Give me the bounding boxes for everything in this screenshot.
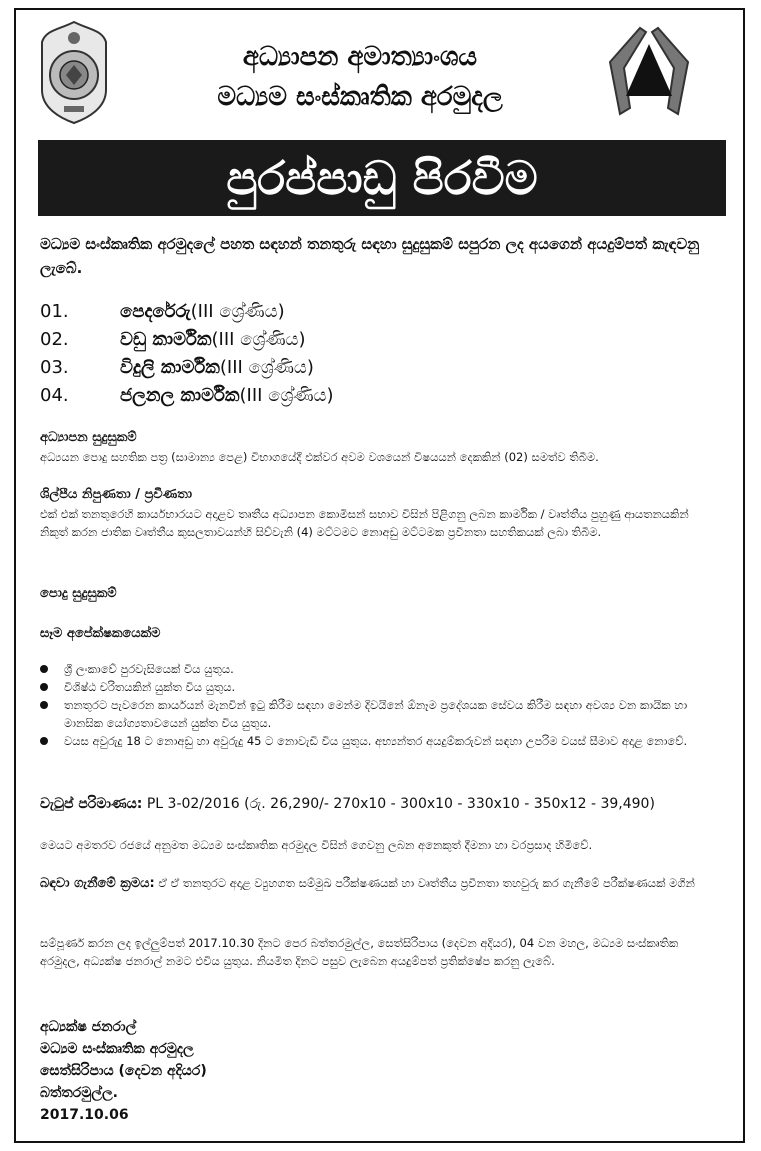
bullet-icon — [40, 665, 48, 673]
salary-scale: වැටුප් පරිමාණය: PL 3-02/2016 (රු. 26,290/- 270x10 - 300x10 - 330x10 - 350x12 - 39,490) — [40, 796, 655, 812]
post-item: 01. පෙදරේරු (III ශ්‍රේණිය) — [40, 301, 285, 322]
ministry-title: අධ්‍යාපන අමාත්‍යාංශය — [242, 42, 478, 72]
post-item: 02. වඩු කාර්මික (III ශ්‍රේණිය) — [40, 329, 306, 350]
post-item: 03. විදුලි කාර්මික (III ශ්‍රේණිය) — [40, 357, 314, 378]
allowance-text: මෙයට අමතරව රජයේ අනුමත මධ්‍යම සංස්කෘතික අරමුදල විසින් ගෙවනු ලබන අනෙකුත් දීමනා හා වරප්‍රසාද හිමිවේ. — [40, 838, 593, 852]
requirement-list — [40, 660, 720, 750]
skills-text: එක් එක් තනතුරෙහි කාර්යභාරයට අදාළව තෘතීය අධ්‍යාපන කොමිසන් සභාව විසින් පිළිගනු ලබන කාර්මික / වෘත්තීය පුහුණු ආයතනයකින් නිකුත් කරන ජාතික වෘත්තීය කුසලතාවයන්හි සිව්වැනි (4) මට්ටමට නොඅඩු මට්ටමක ප්‍රවීනතා සහතිකයක් ලබා තිබීම. — [40, 507, 689, 539]
list-item: ශ්‍රී ලංකාවේ පුරවැසියෙක් විය යුතුය. — [40, 660, 720, 678]
list-item: වයස අවුරුදු 18 ට නොඅඩු හා අවුරුදු 45 ට නොවැඩි විය යුතුය. අභ්‍යන්තර අයදුම්කරුවන් සඳහා උපරිම වයස් සීමාව අදාළ නොවේ. — [40, 732, 720, 750]
bullet-icon — [40, 737, 48, 745]
education-text: අධ්‍යයන පොදු සහතික පත්‍ර (සාමාන්‍ය පෙළ) විභාගයේදී එක්වර අවම වශයෙන් විෂයයන් දෙකකින් (02) සමත්ව තිබීම. — [40, 450, 599, 464]
fund-logo-icon — [600, 22, 698, 120]
vacancy-banner: පුරප්පාඩු පිරවීම — [38, 140, 726, 216]
education-heading: අධ්‍යාපන සුදුසුකම් — [40, 430, 137, 445]
fund-title: මධ්‍යම සංස්කෘතික අරමුදල — [217, 82, 503, 112]
bullet-icon — [40, 683, 48, 691]
skills-heading: ශිල්පීය නිපුණතා / ප්‍රවීණතා — [40, 487, 193, 502]
general-subheading: සෑම අපේක්ෂකයෙක්ම — [40, 626, 161, 641]
intro-text: මධ්‍යම සංස්කෘතික අරමුදලේ පහත සඳහන් තනතුරු සඳහා සුදුසුකම් සපුරන ලද අයගෙන් අයදුම්පත් කැඳවනු ලැබේ. — [40, 235, 700, 277]
list-item: විශිෂ්ඨ චරිතයකින් යුක්ත විය යුතුය. — [40, 678, 720, 696]
post-item: 04. ජලනල කාර්මික (III ශ්‍රේණිය) — [40, 385, 334, 406]
signature-block: අධ්‍යක්ෂ ජනරාල් මධ්‍යම සංස්කෘතික අරමුදල සෙත්සිරිපාය (දෙවන අදියර) බත්තරමුල්ල. 2017.10.06 — [40, 1019, 207, 1123]
general-heading: පොදු සුදුසුකම් — [40, 586, 117, 601]
bullet-icon — [40, 701, 48, 709]
recruitment-method: බඳවා ගැනීමේ ක්‍රමය: ඒ ඒ තනතුරට අදාළ ව්‍යුහගත සම්මුඛ පරීක්ෂණයක් හා වෘත්තීය ප්‍රවීනතා තහවුරු කර ගැනීමේ පරීක්ෂණයක් මගින් — [40, 876, 695, 891]
post-list — [40, 298, 640, 410]
list-item: තනතුරට පැවරෙන කාර්යයන් මැනවින් ඉටු කිරීම සඳහා මෙන්ම දිවයිනේ ඕනෑම ප්‍රදේශයක සේවය කිරීම සඳහා අවශ්‍ය වන කායික හා මානසික යෝග්‍යතාවයෙන් යුක්ත විය යුතුය. — [40, 696, 720, 732]
national-emblem-icon — [38, 20, 110, 125]
submission-text: සම්පූර්ණ කරන ලද ඉල්ලුම්පත් 2017.10.30 දිනට පෙර බත්තරමුල්ල, සෙත්සිරිපාය (දෙවන අදියර), 04 වන මහල, මධ්‍යම සංස්කෘතික අරමුදල, අධ්‍යක්ෂ ජනරාල් නමට එවිය යුතුය. නියමිත දිනට පසුව ලැබෙන අයදුම්පත් ප්‍රතික්ෂේප කරනු ලැබේ. — [40, 936, 679, 968]
